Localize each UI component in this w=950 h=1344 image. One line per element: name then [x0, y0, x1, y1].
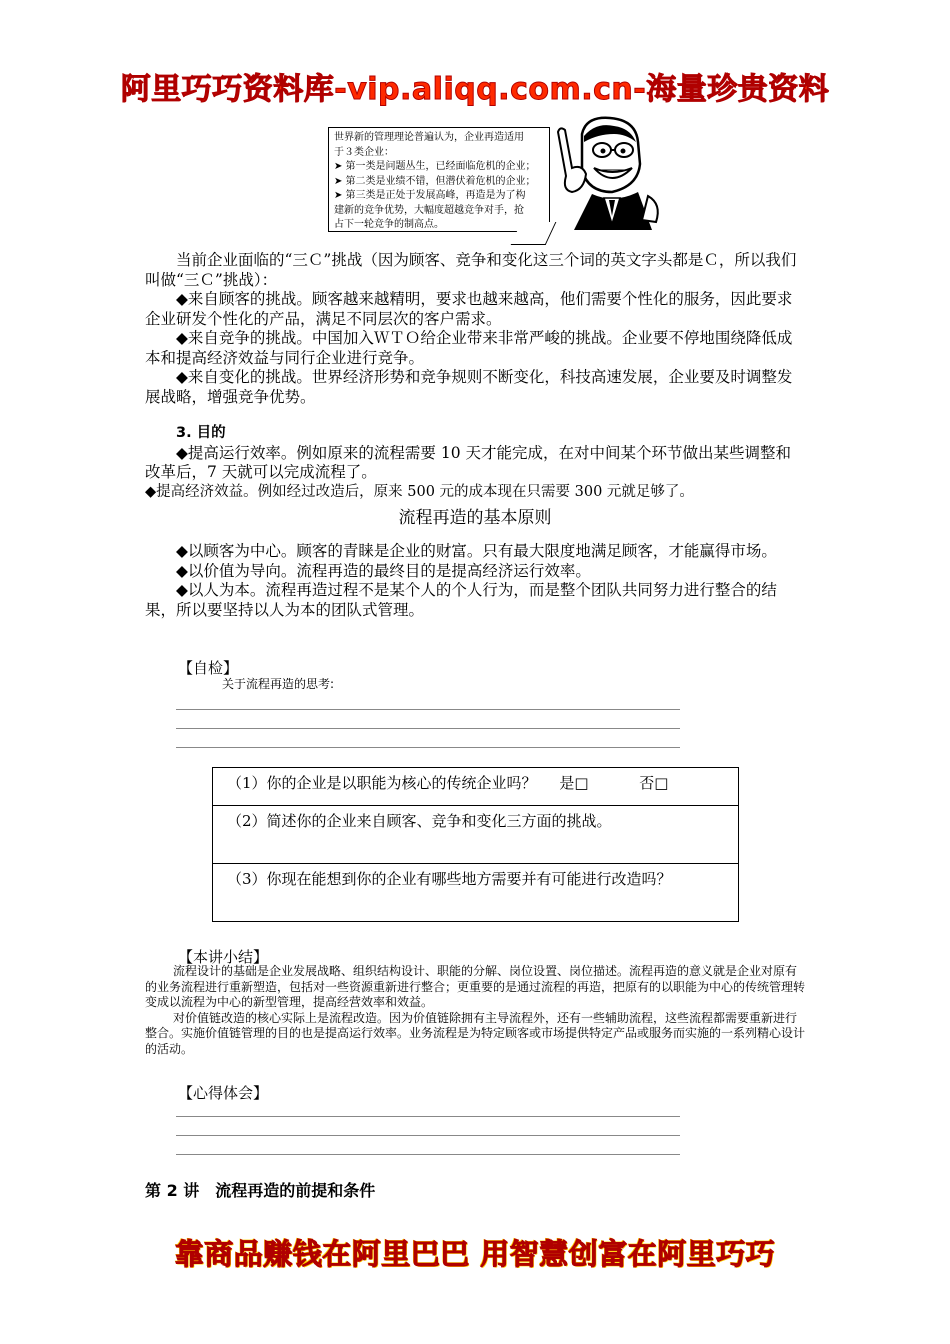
principle-item: ◆以价值为导向。流程再造的最终目的是提高经济运行效率。 — [176, 561, 591, 580]
answer-line[interactable] — [176, 747, 680, 748]
challenges-intro: 当前企业面临的“三Ｃ”挑战（因为顾客、竞争和变化这三个词的英文字头都是Ｃ，所以我们叫做“三Ｃ”挑战）： — [145, 251, 797, 289]
bottom-banner: 靠商品赚钱在阿里巴巴 用智慧创富在阿里巧巧 — [174, 1237, 776, 1271]
note-line: 占下一轮竞争的制高点。 — [334, 219, 444, 230]
question-row — [213, 806, 739, 864]
challenge-item: ◆来自顾客的挑战。顾客越来越精明，要求也越来越高，他们需要个性化的服务，因此要求企业研发个性化的产品，满足不同层次的客户需求。 — [145, 290, 793, 328]
challenges-section — [145, 251, 805, 407]
answer-line[interactable] — [176, 728, 680, 729]
note-line: ➤ 第一类是问题丛生，已经面临危机的企业； — [334, 161, 536, 172]
challenge-item: ◆来自竞争的挑战。中国加入ＷＴＯ给企业带来非常严峻的挑战。企业要不停地围绕降低成本和提高经济效益与同行企业进行竞争。 — [145, 329, 793, 367]
next-lecture-heading: 第 2 讲 流程再造的前提和条件 — [145, 1181, 376, 1200]
reflection-heading: 【心得体会】 — [178, 1084, 269, 1102]
yes-checkbox[interactable]: 是□ — [559, 774, 589, 792]
question-2[interactable]: （2）简述你的企业来自顾客、竞争和变化三方面的挑战。 — [213, 806, 739, 864]
self-check-prompt: 关于流程再造的思考: — [222, 677, 335, 691]
note-line: ➤ 第三类是正处于发展高峰，再造是为了构 — [334, 190, 526, 201]
top-banner: 阿里巧巧资料库-vip.aliqq.com.cn-海量珍贵资料 — [120, 72, 830, 107]
summary-paragraph: 流程设计的基础是企业发展战略、组织结构设计、职能的分解、岗位设置、岗位描述。流程再造的意义就是企业对原有的业务流程进行重新塑造，包括对一些资源重新进行整合；更重要的是通过流程的再造，把原有的以职能为中心的传统管理转变成以流程为中心的新型管理，提高经营效率和效益。 — [145, 964, 806, 1009]
purpose-section — [145, 424, 805, 502]
purpose-item: ◆提高运行效率。例如原来的流程需要 10 天才能完成，在对中间某个环节做出某些调整和改革后，7 天就可以完成流程了。 — [145, 443, 792, 481]
purpose-item: ◆提高经济效益。例如经过改造后，原来 500 元的成本现在只需要 300 元就足够了。 — [145, 483, 694, 500]
answer-line[interactable] — [176, 709, 680, 710]
note-line: ➤ 第二类是业绩不错，但潜伏着危机的企业； — [334, 175, 536, 187]
answer-line[interactable] — [176, 1135, 680, 1136]
answer-line[interactable] — [176, 1116, 680, 1117]
note-line: 建新的竞争优势，大幅度超越竞争对手，抢 — [334, 204, 524, 216]
summary-paragraph: 对价值链改造的核心实际上是流程改造。因为价值链除拥有主导流程外，还有一些辅助流程，这些流程都需要重新进行整合。实施价值链管理的目的也是提高运行效率。业务流程是为特定顾客或市场提供特定产品或服务而实施的一系列精心设计的活动。 — [145, 1010, 806, 1056]
no-checkbox[interactable]: 否□ — [639, 774, 669, 792]
summary-heading: 【本讲小结】 — [178, 948, 269, 966]
question-cell — [213, 768, 739, 806]
cartoon-man-illustration — [552, 112, 664, 230]
note-line: 世界新的管理理论普遍认为，企业再造适用 — [334, 132, 524, 143]
principles-title: 流程再造的基本原则 — [398, 508, 552, 528]
callout-note — [328, 127, 550, 232]
principles-section — [145, 542, 805, 620]
principle-item: ◆以人为本。流程再造过程不是某个人的个人行为，而是整个团队共同努力进行整合的结果，所以要坚持以人为本的团队式管理。 — [145, 581, 777, 619]
purpose-heading: 3. 目的 — [176, 425, 226, 441]
question-row — [213, 864, 739, 922]
principle-item: ◆以顾客为中心。顾客的青睐是企业的财富。只有最大限度地满足顾客，才能赢得市场。 — [176, 542, 777, 560]
answer-line[interactable] — [176, 1154, 680, 1155]
question-row — [213, 768, 739, 806]
question-3[interactable]: （3）你现在能想到你的企业有哪些地方需要并有可能进行改造吗？ — [213, 864, 739, 922]
challenge-item: ◆来自变化的挑战。世界经济形势和竞争规则不断变化，科技高速发展，企业要及时调整发展战略，增强竞争优势。 — [145, 368, 793, 406]
note-line: 于３类企业： — [334, 146, 394, 158]
question-1: （1）你的企业是以职能为核心的传统企业吗？ — [227, 774, 537, 792]
summary-text — [145, 964, 805, 1057]
self-check-table — [212, 767, 739, 922]
self-check-heading: 【自检】 — [178, 659, 239, 677]
